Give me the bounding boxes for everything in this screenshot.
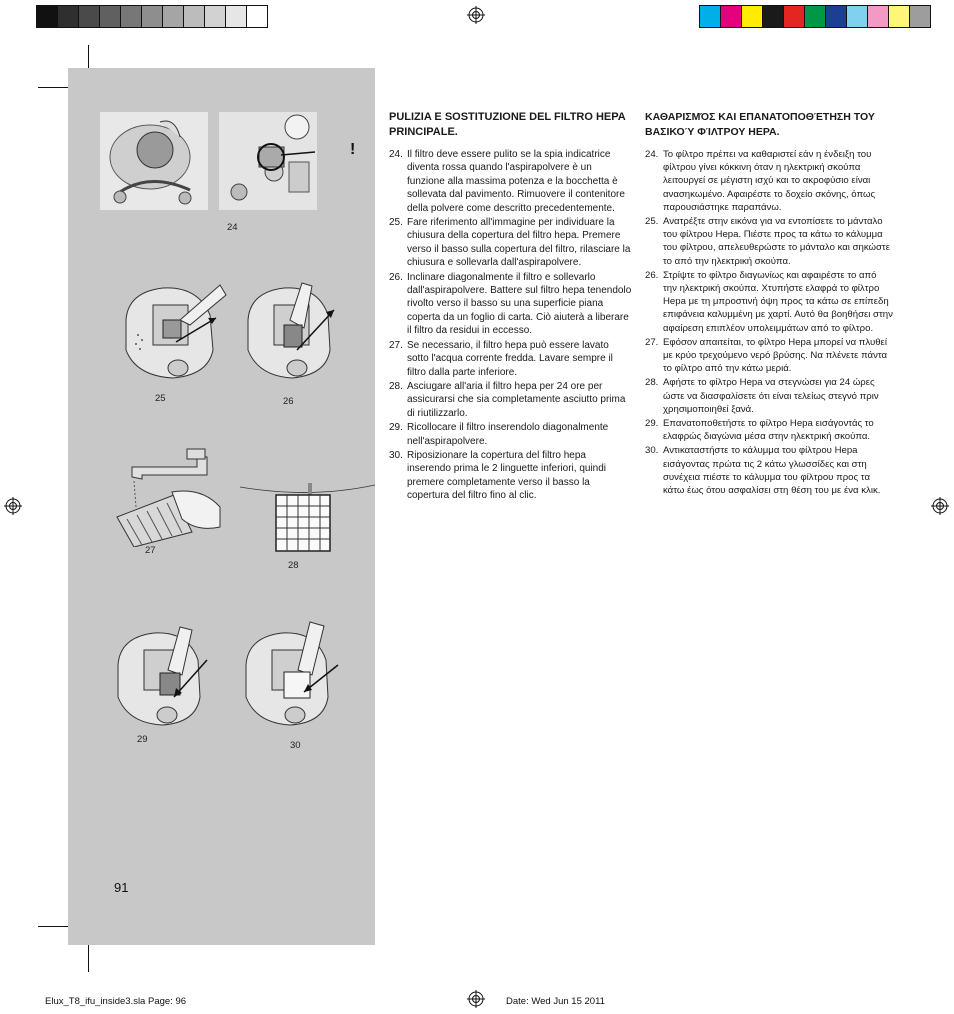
step-number: 24. <box>389 149 403 160</box>
step-number: 29. <box>389 422 403 434</box>
grey-swatch <box>79 6 100 27</box>
step-text: Asciugare all'aria il filtro hepa per 24 ore per assicurarsi che sia completamente asciutto prima di riutilizzarlo. <box>407 380 626 419</box>
registration-mark-icon <box>931 497 949 515</box>
step-item <box>389 421 632 448</box>
color-swatch <box>805 6 826 27</box>
figure-number: 27 <box>145 545 156 556</box>
italian-column <box>389 110 632 504</box>
step-text: Αφήστε το φίλτρο Hepa να στεγνώσει για 24 ώρες ώστε να διασφαλίσετε ότι είναι τελείως στεγνό πριν χρησιμοποιηθεί ξανά. <box>663 377 879 415</box>
step-item <box>645 417 893 443</box>
grey-swatch <box>142 6 163 27</box>
color-swatch <box>721 6 742 27</box>
step-text: Αντικαταστήστε το κάλυμμα του φίλτρου Hepa εισάγοντας πρώτα τις 2 κάτω γλωσσίδες και στη συνέχεια πιέστε το κάλυμμα του φίλτρου προς τα κάτω έως ότου ασφαλίσει στη θέση του με ένα κλικ. <box>663 445 881 497</box>
step-text: Ricollocare il filtro inserendolo diagonalmente nell'aspirapolvere. <box>407 422 609 447</box>
greyscale-color-bar <box>36 5 268 28</box>
color-swatch <box>826 6 847 27</box>
registration-mark-icon <box>467 6 485 24</box>
greek-title: ΚΑΘΑΡΙΣΜΌΣ ΚΑΙ ΕΠΑΝΑΤΟΠΟΘΈΤΗΣΗ ΤΟΥ ΒΑΣΙΚΟΎ ΦΊΛΤΡΟΥ HEPA. <box>645 111 875 138</box>
figure-26-illustration <box>242 280 342 387</box>
grey-swatch <box>100 6 121 27</box>
step-text: Il filtro deve essere pulito se la spia indicatrice diventa rossa quando l'aspirapolvere è un funzione alla massima potenza e la bocchetta è sollevata dal pavimento. Rimuovere il contenitore della polvere come descritto precedentemente. <box>407 149 625 214</box>
step-text: Se necessario, il filtro hepa può essere lavato sotto l'acqua corrente fredda. Lavare sempre il filtro dalla parte inferiore. <box>407 339 613 378</box>
step-number: 29. <box>645 418 659 430</box>
figure-number: 28 <box>288 560 299 571</box>
figure-30-illustration <box>240 620 345 735</box>
figure-number: 29 <box>137 734 148 745</box>
step-item <box>389 380 632 420</box>
figure-24-photo-left <box>100 112 208 210</box>
step-item <box>645 376 893 416</box>
grey-swatch <box>37 6 58 27</box>
grey-swatch <box>226 6 247 27</box>
registration-mark-icon <box>467 990 485 1008</box>
step-item <box>389 449 632 503</box>
figure-27-illustration <box>112 447 222 552</box>
step-text: Ανατρέξτε στην εικόνα για να εντοπίσετε το μάνταλο του φίλτρου Hepa. Πιέστε προς τα κάτω το κάλυμμα του φίλτρου, απελευθερώστε το μάνταλο και σηκώστε το από την ηλεκτρική σκούπα. <box>663 216 891 267</box>
color-swatch <box>763 6 784 27</box>
step-item <box>645 269 893 335</box>
greek-column <box>645 110 893 498</box>
step-number: 30. <box>645 445 659 457</box>
color-swatch <box>742 6 763 27</box>
italian-steps-list <box>389 148 632 503</box>
grey-swatch <box>247 6 267 27</box>
grey-swatch <box>163 6 184 27</box>
step-item <box>645 148 893 214</box>
step-text: Το φίλτρο πρέπει να καθαριστεί εάν η ένδειξη του φίλτρου γίνει κόκκινη όταν η ηλεκτρική σκούπα λειτουργεί σε μέγιστη ισχύ και το ακροφύσιο είναι ανασηκωμένο. Αφαιρέστε το δοχείο σκόνης, όπως παρουσιάστηκε παραπάνω. <box>663 149 876 213</box>
figure-28-illustration <box>240 467 375 562</box>
registration-mark-icon <box>4 497 22 515</box>
step-text: Inclinare diagonalmente il filtro e sollevarlo dall'aspirapolvere. Battere sul filtro hepa tenendolo rivolto verso il basso su una superficie piana coperta da un foglio di carta. Ciò aiuterà a liberare il filtro da residui in eccesso. <box>407 271 632 337</box>
step-number: 27. <box>389 339 403 351</box>
color-swatch <box>889 6 910 27</box>
step-text: Εφόσον απαιτείται, το φίλτρο Hepa μπορεί να πλυθεί με κρύο τρεχούμενο νερό βρύσης. Να πλένετε πάντα το φίλτρο από την κάτω μεριά. <box>663 336 888 375</box>
step-number: 28. <box>645 377 659 389</box>
greek-steps-list <box>645 148 893 497</box>
color-swatch <box>784 6 805 27</box>
step-number: 27. <box>645 336 659 348</box>
step-item <box>389 148 632 215</box>
step-item <box>389 271 632 338</box>
color-swatch <box>700 6 721 27</box>
step-text: Fare riferimento all'immagine per individuare la chiusura della copertura del filtro hepa. Premere verso il basso sulla copertura del filtro, rilasciare la chiusura e sollevarla dall'aspirapolvere. <box>407 217 631 269</box>
figure-24-photo-right <box>219 112 317 210</box>
warning-mark: ! <box>350 141 356 158</box>
step-text: Επανατοποθετήστε το φίλτρο Hepa εισάγοντάς το ελαφρώς διαγώνια μέσα στην ηλεκτρική σκούπα. <box>663 418 874 443</box>
color-swatch <box>868 6 889 27</box>
step-item <box>645 215 893 268</box>
step-number: 26. <box>389 271 403 283</box>
step-number: 25. <box>389 217 403 229</box>
color-swatch <box>910 6 930 27</box>
figure-29-illustration <box>112 625 217 735</box>
process-color-bar <box>699 5 931 28</box>
step-text: Riposizionare la copertura del filtro hepa inserendo prima le 2 linguette inferiori, quindi premere completamente verso il basso la copertura del filtro fino al clic. <box>407 449 607 502</box>
step-number: 30. <box>389 449 403 461</box>
grey-swatch <box>58 6 79 27</box>
step-number: 28. <box>389 380 403 392</box>
footer-date: Date: Wed Jun 15 2011 <box>506 996 605 1007</box>
figure-25-illustration <box>118 280 228 387</box>
footer-file-info: Elux_T8_ifu_inside3.sla Page: 96 <box>45 996 187 1007</box>
step-item <box>645 336 893 376</box>
step-number: 24. <box>645 149 659 160</box>
figure-number: 30 <box>290 740 301 751</box>
grey-swatch <box>205 6 226 27</box>
color-swatch <box>847 6 868 27</box>
step-item <box>389 216 632 270</box>
step-number: 26. <box>645 269 659 281</box>
figure-number: 25 <box>155 393 166 404</box>
step-item <box>389 339 632 379</box>
step-text: Στρίψτε το φίλτρο διαγωνίως και αφαιρέστε το από την ηλεκτρική σκούπα. Χτυπήστε ελαφρά το φίλτρο Hepa με τη μπροστινή όψη προς τα κάτω σε επίπεδη επιφάνεια καλυμμένη με χαρτί. Αυτό θα βοηθήσει στην αφαίρεση επιπλέον υπολειμμάτων από το φίλτρο. <box>663 269 893 334</box>
grey-swatch <box>121 6 142 27</box>
italian-title: PULIZIA E SOSTITUZIONE DEL FILTRO HEPA PRINCIPALE. <box>389 111 626 138</box>
figure-number: 26 <box>283 396 294 407</box>
grey-swatch <box>184 6 205 27</box>
step-number: 25. <box>645 216 659 228</box>
step-item <box>645 444 893 497</box>
page-number: 91 <box>114 880 129 895</box>
figure-number: 24 <box>227 222 238 233</box>
